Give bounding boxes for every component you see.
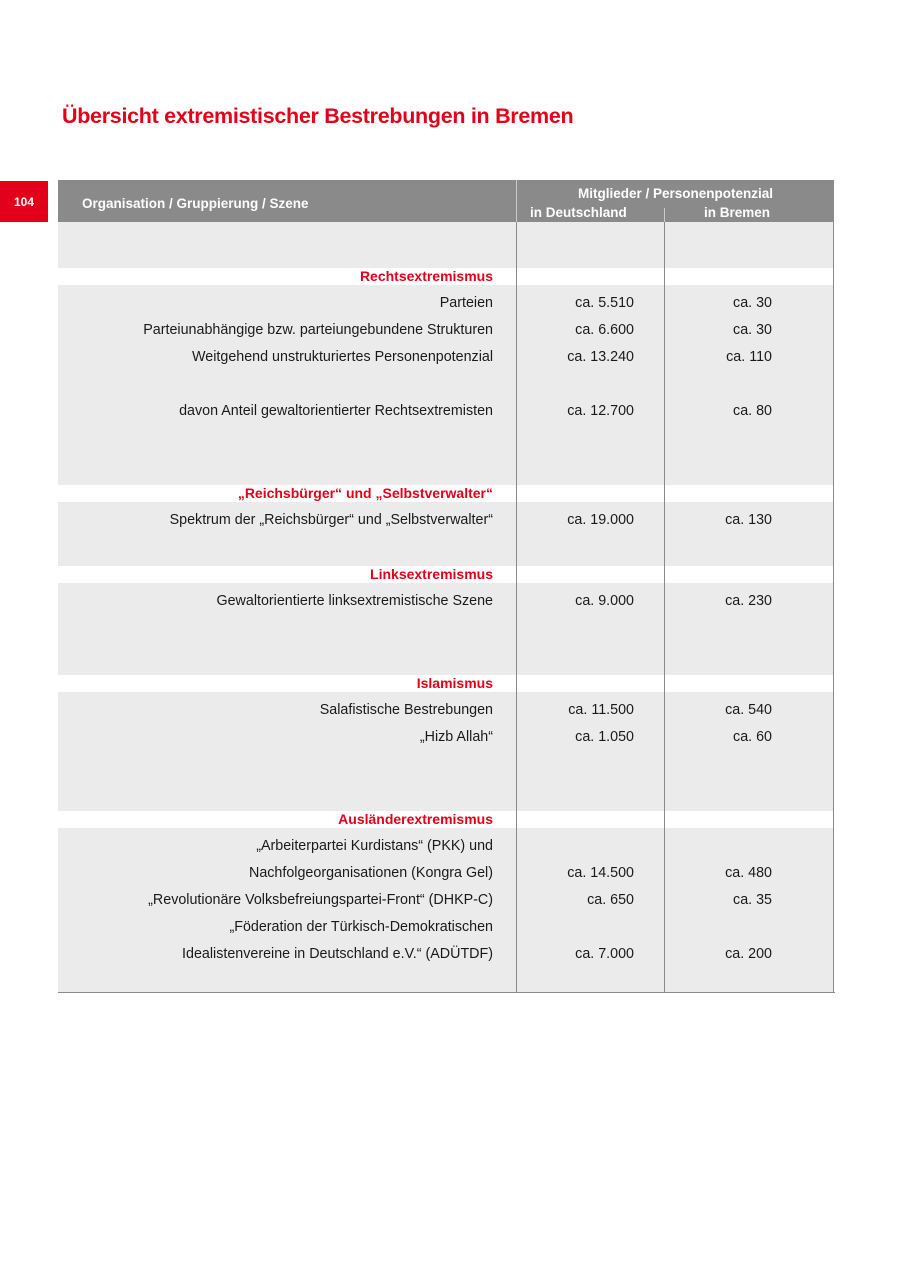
- row-label: „Arbeiterpartei Kurdistans“ (PKK) und: [256, 838, 493, 854]
- section-row: [58, 675, 834, 692]
- value-bremen: ca. 35: [733, 892, 772, 908]
- column-divider: [516, 222, 517, 993]
- table-row: [58, 697, 834, 724]
- table-row: [58, 344, 834, 371]
- table-right-border: [833, 222, 834, 993]
- header-members-group: Mitglieder / Personenpotenzial: [577, 186, 774, 201]
- table-row: [58, 724, 834, 751]
- row-label: Gewaltorientierte linksextremistische Szene: [216, 593, 493, 609]
- page-title: Übersicht extremistischer Bestrebungen in Bremen: [62, 104, 574, 128]
- value-germany: ca. 6.600: [575, 322, 634, 338]
- row-label: Salafistische Bestrebungen: [319, 702, 493, 718]
- table-bottom-border: [58, 992, 835, 993]
- value-bremen: ca. 540: [725, 702, 772, 718]
- table-row: [58, 290, 834, 317]
- row-label: „Revolutionäre Volksbefreiungspartei-Front“ (DHKP-C): [148, 892, 493, 908]
- table-row: [58, 833, 834, 860]
- table-row: [58, 941, 834, 968]
- section-heading: „Reichsbürger“ und „Selbstverwalter“: [237, 485, 493, 501]
- value-bremen: ca. 200: [725, 946, 772, 962]
- table-row: [58, 317, 834, 344]
- table-row: [58, 398, 834, 425]
- value-bremen: ca. 230: [725, 593, 772, 609]
- row-label: „Föderation der Türkisch-Demokratischen: [229, 919, 493, 935]
- value-bremen: ca. 110: [726, 349, 772, 365]
- value-germany: ca. 5.510: [575, 295, 634, 311]
- value-germany: ca. 9.000: [575, 593, 634, 609]
- value-bremen: ca. 130: [725, 512, 772, 528]
- table-band: [58, 222, 834, 268]
- value-germany: ca. 7.000: [575, 946, 634, 962]
- row-label: Nachfolgeorganisationen (Kongra Gel): [249, 865, 493, 881]
- value-germany: ca. 12.700: [567, 403, 634, 419]
- value-bremen: ca. 80: [733, 403, 772, 419]
- row-label: Spektrum der „Reichsbürger“ und „Selbstverwalter“: [169, 512, 493, 528]
- value-bremen: ca. 480: [725, 865, 772, 881]
- value-germany: ca. 13.240: [567, 349, 634, 365]
- value-germany: ca. 1.050: [575, 729, 634, 745]
- table-row: [58, 860, 834, 887]
- value-germany: ca. 19.000: [567, 512, 634, 528]
- section-row: [58, 566, 834, 583]
- page-number-badge: 104: [0, 181, 48, 222]
- section-row: [58, 485, 834, 502]
- section-heading: Islamismus: [416, 675, 493, 691]
- value-germany: ca. 14.500: [567, 865, 634, 881]
- row-label: Weitgehend unstrukturiertes Personenpotenzial: [192, 349, 493, 365]
- row-label: Idealistenvereine in Deutschland e.V.“ (ADÜTDF): [182, 946, 493, 962]
- header-organisation: Organisation / Gruppierung / Szene: [82, 196, 309, 211]
- table-row: [58, 507, 834, 534]
- section-row: [58, 811, 834, 828]
- value-bremen: ca. 30: [733, 322, 772, 338]
- table-row: [58, 887, 834, 914]
- table-row: [58, 914, 834, 941]
- value-bremen: ca. 30: [733, 295, 772, 311]
- row-label: Parteiunabhängige bzw. parteiungebundene Strukturen: [143, 322, 493, 338]
- header-bremen: in Bremen: [704, 205, 771, 220]
- table-row: [58, 588, 834, 615]
- section-row: [58, 268, 834, 285]
- extremism-overview-table: [58, 180, 834, 993]
- value-bremen: ca. 60: [733, 729, 772, 745]
- header-germany: in Deutschland: [530, 205, 627, 220]
- header-subdivider: [664, 208, 665, 222]
- section-heading: Ausländerextremismus: [338, 811, 493, 827]
- section-heading: Rechtsextremismus: [359, 268, 493, 284]
- section-heading: Linksextremismus: [370, 566, 493, 582]
- row-label: Parteien: [439, 295, 493, 311]
- value-germany: ca. 11.500: [568, 702, 634, 718]
- value-germany: ca. 650: [587, 892, 634, 908]
- table-header: [58, 180, 834, 222]
- row-label: davon Anteil gewaltorientierter Rechtsextremisten: [179, 403, 493, 419]
- column-divider: [664, 222, 665, 993]
- row-label: „Hizb Allah“: [419, 729, 493, 745]
